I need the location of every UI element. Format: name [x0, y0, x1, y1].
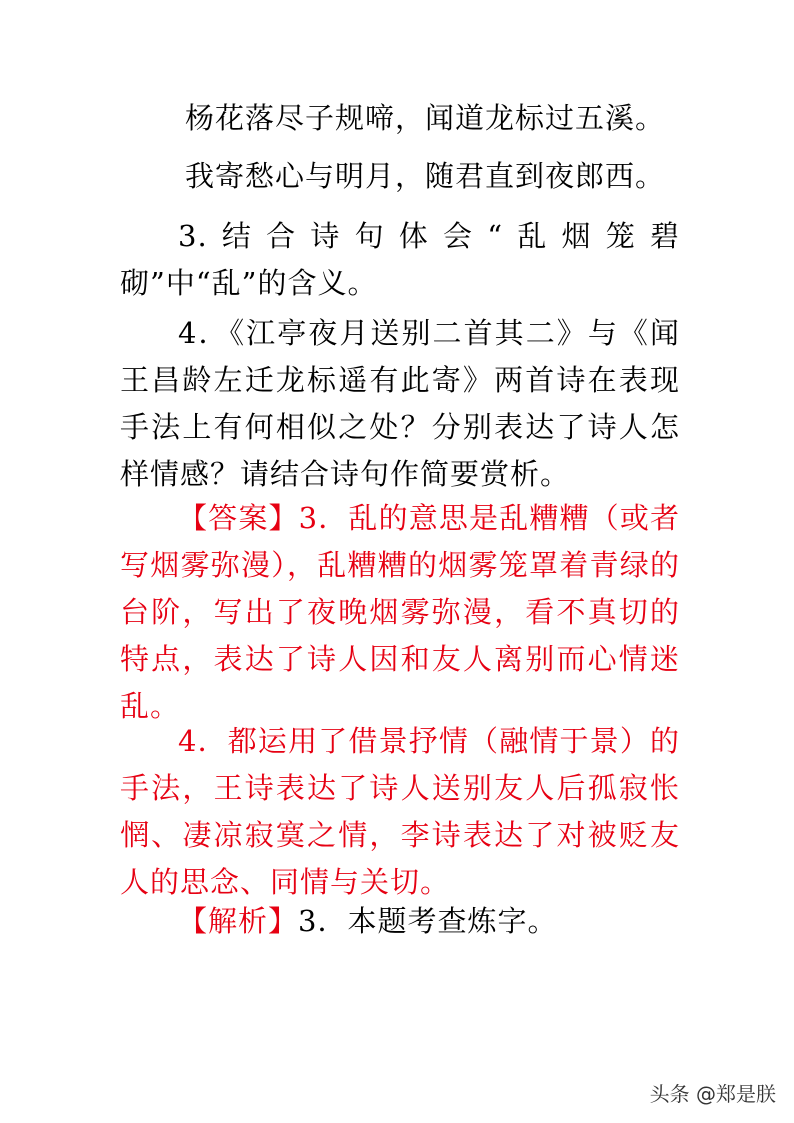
answer-label: 【答案】 — [178, 501, 299, 535]
poem-line-1: 杨花落尽子规啼，闻道龙标过五溪。 — [185, 101, 666, 135]
answer-3 — [120, 495, 680, 730]
answer-4: 4．都运用了借景抒情（融情于景）的手法，王诗表达了诗人送别友人后孤寂怅惘、凄凉寂寞之情，李诗表达了对被贬友人的思念、同情与关切。 — [120, 724, 680, 899]
analysis-text: 3．本题考查炼字。 — [298, 904, 558, 938]
question-3: 3.结合诗句体会“乱烟笼碧砌”中“乱”的含义。 — [120, 219, 680, 300]
watermark: 头条 @郑是朕 — [649, 1082, 776, 1106]
question-4: 4．《江亭夜月送别二首其二》与《闻王昌龄左迁龙标遥有此寄》两首诗在表现手法上有何相似之处？分别表达了诗人怎样情感？请结合诗句作简要赏析。 — [120, 316, 680, 491]
analysis-label: 【解析】 — [178, 904, 299, 938]
analysis — [120, 898, 680, 945]
poem-line-2: 我寄愁心与明月，随君直到夜郎西。 — [185, 159, 666, 193]
answer-3-text: 3．乱的意思是乱糟糟（或者写烟雾弥漫），乱糟糟的烟雾笼罩着青绿的台阶，写出了夜晚烟雾弥漫，看不真切的特点，表达了诗人因和友人离别而心情迷乱。 — [120, 501, 680, 723]
